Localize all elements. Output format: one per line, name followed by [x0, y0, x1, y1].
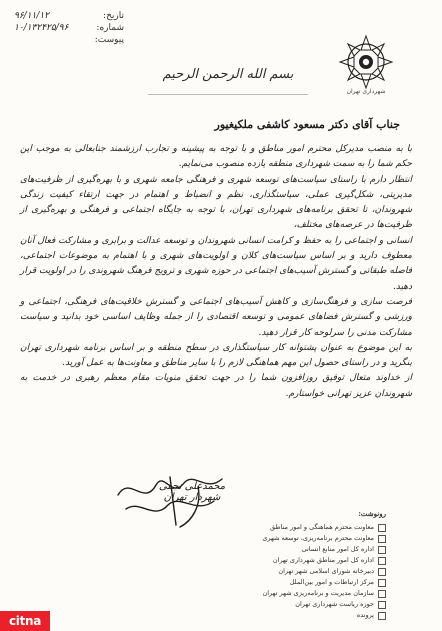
body-paragraph: به این موضوع به عنوان پشتوانه کار سیاستگذاری در سطح منطقه و بر اساس برنامه شهرداری تهران بنگرید و در راستای حصول این مهم هماهنگی لازم را با سایر مناطق و معاونت‌ها به عمل آورید.	[20, 342, 412, 369]
date-row	[14, 10, 124, 22]
checkbox-icon	[378, 546, 386, 554]
emblem-caption: شهرداری تهران	[346, 88, 386, 95]
copies-title: رونوشت:	[358, 509, 386, 518]
handwritten-signature	[110, 465, 230, 545]
copy-item: پرونده	[216, 610, 386, 621]
copy-item: حوزه ریاست شهرداری تهران	[216, 599, 386, 610]
body-paragraph: از خداوند متعال توفیق روزافزون شما را در جهت تحقق منویات مقام معظم رهبری در خدمت به شهروندان عزیز تهرانی خواستارم.	[20, 373, 412, 399]
copy-item: دبیرخانه شورای اسلامی شهر تهران	[216, 566, 386, 577]
date-label: تاریخ:	[103, 11, 124, 21]
bismillah-calligraphy: بسم الله الرحمن الرحیم	[148, 56, 308, 95]
checkbox-icon	[378, 524, 386, 532]
checkbox-icon	[378, 612, 386, 620]
checkbox-icon	[378, 579, 386, 587]
signer-title: شهردار تهران	[163, 492, 221, 503]
copy-item: مرکز ارتباطات و امور بین‌الملل	[216, 577, 386, 588]
letter-body	[20, 142, 412, 402]
letter-meta	[14, 10, 124, 46]
citna-watermark-logo: citna	[0, 611, 50, 631]
checkbox-icon	[378, 590, 386, 598]
copy-item: اداره کل امور منابع انسانی	[216, 544, 386, 555]
checkbox-icon	[378, 557, 386, 565]
number-value: ۱۰/۱۳۲۴۲۵/۹۶	[14, 23, 69, 33]
signer-name: محمدعلی نجفی	[158, 481, 226, 492]
attachment-row	[14, 34, 124, 46]
body-paragraph: با به منصب مدیرکل محترم امور مناطق و با توجه به پیشینه و تجارب ارزشمند جنابعالی به موجب این حکم شما را به سمت شهرداری منطقه یازده منصوب می‌نمایم.	[20, 144, 412, 170]
copy-item: سازمان مدیریت و برنامه‌ریزی شهر تهران	[216, 588, 386, 599]
number-row	[14, 22, 124, 34]
copy-item: اداره کل امور مناطق شهرداری تهران	[216, 555, 386, 566]
number-label: شماره:	[96, 23, 124, 33]
copy-item: معاونت محترم برنامه‌ریزی، توسعه شهری	[216, 533, 386, 544]
copies-list	[216, 508, 386, 621]
checkbox-icon	[378, 535, 386, 543]
date-value: ۹۶/۱۱/۱۲	[14, 11, 50, 21]
closing-block	[92, 481, 292, 503]
addressee-line: جناب آقای دکتر مسعود کاشفی ملکیغیور	[214, 118, 400, 131]
copy-item: معاونت محترم هماهنگی و امور مناطق	[216, 522, 386, 533]
body-paragraph: انتظار دارم با راستای سیاست‌های توسعه شهری و فرهنگی جامعه شهری و با بهره‌گیری از ظرفیت‌های مدیریتی، شکل‌گیری عملی، سیاستگذاری، نظم و انضباط و اهتمام در جهت ارتقاء کیفیت زندگی شهروندان، تا تحقق برنامه‌های شهرداری تهران، با توجه به جایگاه اجتماعی و فرهنگی و بهره‌گیری از ظرفیت‌ها در عرصه‌های مختلف،	[20, 174, 412, 231]
body-paragraph: انسانی و اجتماعی را به حفظ و کرامت انسانی شهروندان و توسعه عدالت و برابری و مشارکت فعال آنان معطوف دارید و بر اساس سیاست‌های کلان و اولویت‌های شهری و با اهتمام به موضوعات اجتماعی، فاصله طبقاتی و گسترش آسیب‌های اجتماعی در حوزه شهری و ترویج فرهنگ شهروندی را در اولویت قرار دهید.	[20, 235, 412, 292]
attachment-label: پیوست:	[94, 35, 124, 45]
checkbox-icon	[378, 568, 386, 576]
checkbox-icon	[378, 601, 386, 609]
body-paragraph: فرصت سازی و فرهنگ‌سازی و کاهش آسیب‌های اجتماعی و گسترش خلاقیت‌های فرهنگی، اجتماعی و ورزشی و گسترش فضاهای عمومی و توسعه اقتصادی را از جمله وظایف اساسی خود بدانید و سیاست مشارکت مدنی را سرلوحه کار قرار دهید.	[20, 296, 412, 338]
